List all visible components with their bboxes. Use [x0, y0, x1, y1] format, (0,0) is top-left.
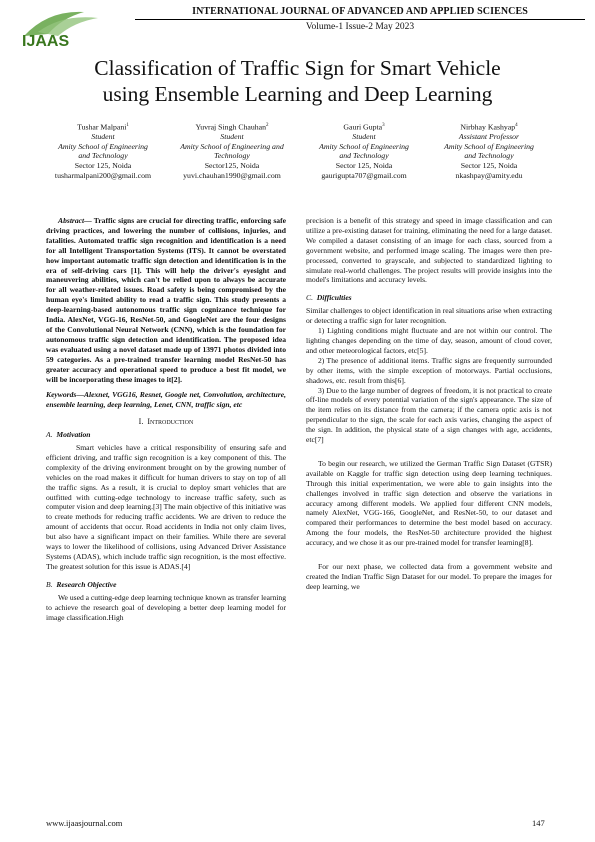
author-affiliation: Technology: [214, 151, 250, 161]
author-block: [48, 121, 548, 191]
author-role: Assistant Professor: [458, 132, 520, 142]
subsection-title: Motivation: [56, 430, 91, 440]
logo-text: IJAAS: [22, 33, 70, 50]
section-title: Introduction: [147, 417, 194, 427]
abstract-text: Traffic signs are crucial for directing traffic, enforcing safe driving practices, and lowering the number of collisions, injuries, and fatalities. Automated traffic sign recognition and identification is a need for all Intelligent Transportation Systems (ITS). It cannot be overstated how important automatic traffic sign detection and identification is in the era of self-driving cars [1]. This will help the driver's eyesight and maneuvering abilities, which can't be relied upon to always be accurate for all weather-related issues. Road safety is being compromised by the human eye's limited ability to read a traffic sign. This study presents a deep-learning-based autonomous traffic sign cognizance technique for India. AlexNet, VGG-16, ResNet-50, and GoogleNet are the four designs of the Convolutional Neural Network (CNN), which is the foundation for autonomous traffic sign detection and identification. The proposed idea was evaluated using a novel dataset made up of 13971 photos divided into 59 categories. As a pre-trained transfer learning model ResNet-50 has greater accuracy and operational speed to produce a best fit model, we will be incorporating these images to it[2].: [46, 216, 286, 384]
author-3: [306, 121, 422, 180]
difficulty-item: 3) Due to the large number of degrees of freedom, it is not practical to create off-line models of every potential variation of the sign's appearance. The size of the item relies on its distance from the camera; if the camera optic axis is not perpendicular to the sign, the scale for each axis varies, changing the aspect of the sign. In addition, the physical state of a sign changes with age, accidents, etc[7]: [306, 385, 552, 445]
objective-paragraph: We used a cutting-edge deep learning technique known as transfer learning to achieve the research goal of developing a better deep learning model for image classification.High: [46, 592, 286, 622]
subsection-label: C.: [306, 293, 313, 303]
subsection-label: A.: [46, 430, 53, 440]
author-email: gaurigupta707@gmail.com: [321, 170, 407, 180]
journal-volume: Volume-1 Issue-2 May 2023: [305, 22, 415, 32]
author-role: Student: [91, 132, 115, 142]
subsection-heading-motivation: [46, 430, 286, 440]
subsection-title: Research Objective: [56, 579, 117, 589]
author-email: yuvi.chauhan1990@gmail.com: [183, 170, 281, 180]
author-email: nkashpay@amity.edu: [455, 170, 523, 180]
author-affiliation: and Technology: [339, 151, 389, 161]
footer-page-number: 147: [532, 818, 545, 828]
author-4: [428, 121, 550, 180]
author-role: Student: [352, 132, 376, 142]
subsection-heading-difficulties: [306, 293, 552, 303]
author-2: [168, 121, 296, 180]
subsection-title: Difficulties: [316, 293, 352, 303]
section-heading-introduction: [46, 417, 286, 427]
author-affiliation: and Technology: [464, 151, 514, 161]
left-column: [46, 216, 286, 622]
author-1: [48, 121, 158, 180]
author-name: Nirbhay Kashyap: [460, 122, 516, 132]
keywords: Keywords—Alexnet, VGG16, Resnet, Google net, Convolution, architecture, ensemble learning, deep learning, Lenet, CNN, traffic sign, etc: [46, 390, 286, 410]
difficulties-intro: Similar challenges to object identification in real situations arise when extracting or detecting a traffic sign for later recognition.: [306, 306, 552, 326]
subsection-heading-research-objective: [46, 580, 286, 590]
author-sup: 1: [126, 123, 129, 128]
author-affiliation: Amity School of Engineering: [58, 141, 148, 151]
objective-paragraph-continued: precision is a benefit of this strategy and speed in image classification and can utilize a pre-existing dataset for training, eliminating the need for a large dataset. We compiled a dataset consisting of an image for each class, sourced from a government website, and performed image scaling. The images were then pre-processed, converted to grayscale, and subjected to standardized lighting to simulate real-world challenges. The project results will provide insights into the model's limitations and accuracy levels.: [306, 216, 552, 285]
subsection-label: B.: [46, 579, 53, 589]
footer-website: www.ijaasjournal.com: [46, 818, 123, 828]
right-column: [306, 216, 552, 592]
author-sup: 3: [382, 123, 385, 128]
paper-title: [40, 55, 555, 107]
research-paragraph: To begin our research, we utilized the German Traffic Sign Dataset (GTSR) available on Kaggle for traffic sign detection using deep learning techniques. Through this initial experimentation, we were able to gain insights into the challenges involved in traffic sign detection and observe the variations in accuracy among different models. We applied four different CNN models, namely AlexNet, VGG-166, GoogleNet, and ResNet-50, to our dataset and compared their performances to determine the best model based on accuracy. Among the four models, the ResNet-50 architecture provided the highest accuracy, and we chose it as our pre-trained model for transfer learning[8].: [306, 458, 552, 548]
author-affiliation: Amity School of Engineering and: [180, 141, 284, 151]
title-line-1: Classification of Traffic Sign for Smart Vehicle: [94, 56, 501, 80]
motivation-paragraph: Smart vehicles have a critical responsibility of ensuring safe and efficient driving, and traffic sign recognition is a key component of this. The complexity of the driving environment brought on by the growing number of vehicles on the road makes it difficult for human drivers to stay on top of all the traffic signs. As a result, it is crucial to deploy smart vehicles that are outfitted with cutting-edge technology to increase traffic safety, such as computer vision and deep learning.[3] The main objective of this initiative was to create methods for reducing traffic accidents. We are driven to reduce the amount of accidents that occur. Road accidents in India not only claim lives, but also have a significant impact on their families. While there are several ways to lower the likelihood of collisions, using Advanced Driver Assistance Systems (ADAS), which include traffic sign recognition, is the most effective. The greatest solution for this issue is ADAS.[4]: [46, 443, 286, 571]
author-sup: 2: [266, 123, 269, 128]
author-affiliation: and Technology: [78, 151, 128, 161]
author-sup: 4: [515, 123, 518, 128]
author-role: Student: [220, 132, 244, 142]
difficulty-item: 2) The presence of additional items. Traffic signs are frequently surrounded by other items, with the simple exception of motorways. Partial occlusions, shadows, etc. result from this[6].: [306, 355, 552, 385]
author-location: Sector 125, Noida: [460, 160, 518, 170]
header-rule: [135, 19, 585, 20]
journal-logo: [18, 6, 116, 50]
journal-name: INTERNATIONAL JOURNAL OF ADVANCED AND APPLIED SCIENCES: [192, 6, 528, 17]
author-name: Gauri Gupta: [343, 122, 383, 132]
author-affiliation: Amity School of Engineering: [319, 141, 409, 151]
abstract: [46, 216, 286, 384]
author-location: Sector 125, Noida: [74, 160, 132, 170]
abstract-lead: Abstract—: [58, 216, 92, 225]
section-number: I.: [138, 417, 144, 427]
author-affiliation: Amity School of Engineering: [444, 141, 534, 151]
difficulty-item: 1) Lighting conditions might fluctuate and are not within our control. The lighting changes depending on the time of day, season, amount of cloud cover, and other meteorological factors, etc[5].: [306, 326, 552, 355]
next-phase-paragraph: For our next phase, we collected data from a government website and created the Indian Traffic Sign Dataset for our model. To prepare the images for deep learning, we: [306, 562, 552, 591]
author-name: Tushar Malpani: [77, 122, 127, 132]
author-email: tusharmalpani200@gmail.com: [54, 170, 152, 180]
author-location: Sector125, Noida: [204, 160, 260, 170]
author-location: Sector 125, Noida: [335, 160, 393, 170]
author-name: Yuvraj Singh Chauhan: [195, 122, 267, 132]
title-line-2: using Ensemble Learning and Deep Learning: [102, 82, 493, 106]
